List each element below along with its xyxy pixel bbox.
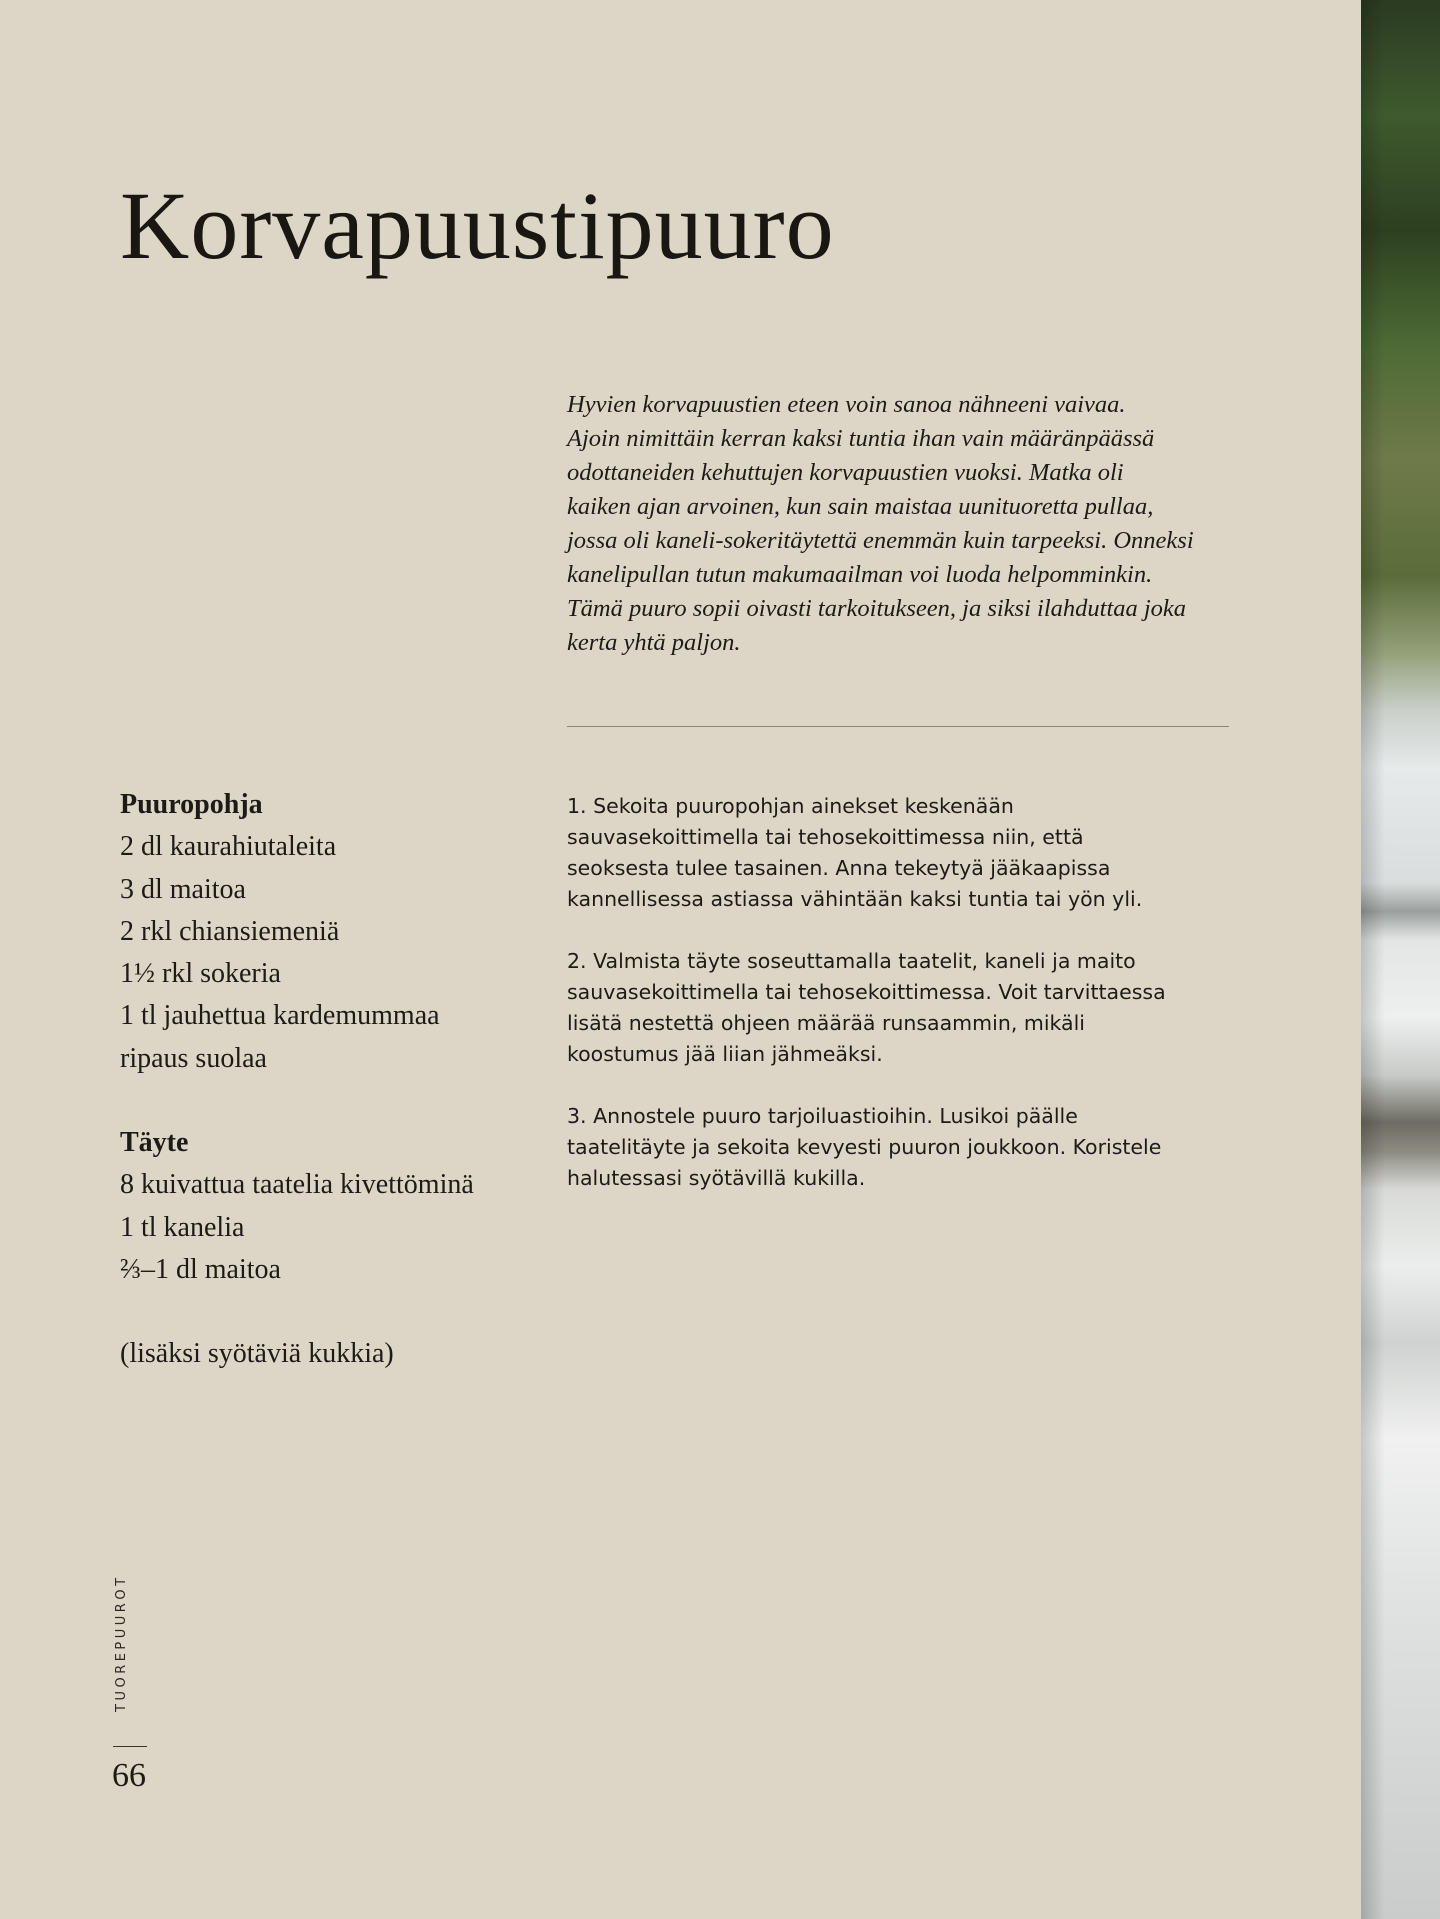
ingredient-item: 3 dl maitoa xyxy=(120,873,246,905)
ingredient-item: 8 kuivattua taatelia kivettöminä xyxy=(120,1169,474,1201)
method-step xyxy=(567,791,1257,915)
ingredients-heading-base: Puuropohja xyxy=(120,789,263,820)
ingredients-list xyxy=(120,784,560,1376)
step-line: lisätä nestettä ohjeen määrää runsaammin, mikäli xyxy=(567,1011,1085,1035)
intro-line: jossa oli kaneli-sokeritäytettä enemmän kuin tarpeeksi. Onneksi xyxy=(567,527,1194,554)
step-line: 2. Valmista täyte soseuttamalla taatelit, kaneli ja maito xyxy=(567,949,1136,973)
spacer xyxy=(120,1291,560,1333)
step-line: taatelitäyte ja sekoita kevyesti puuron joukkoon. Koristele xyxy=(567,1135,1162,1159)
footer-rule xyxy=(113,1746,147,1747)
step-line: koostumus jää liian jähmeäksi. xyxy=(567,1042,883,1066)
food-photo-edge xyxy=(1361,0,1440,1919)
intro-line: kerta yhtä paljon. xyxy=(567,629,741,656)
method-step xyxy=(567,1101,1257,1194)
ingredient-item: 1 tl kanelia xyxy=(120,1211,245,1243)
ingredient-item: 1½ rkl sokeria xyxy=(120,958,281,990)
step-line: sauvasekoittimella tai tehosekoittimessa. Voit tarvittaessa xyxy=(567,980,1166,1004)
intro-line: Ajoin nimittäin kerran kaksi tuntia ihan vain määränpäässä xyxy=(567,425,1155,452)
ingredient-item: ⅔–1 dl maitoa xyxy=(120,1253,281,1285)
ingredient-extra: (lisäksi syötäviä kukkia) xyxy=(120,1338,394,1370)
ingredient-item: 2 rkl chiansiemeniä xyxy=(120,915,340,947)
step-line: halutessasi syötävillä kukilla. xyxy=(567,1166,866,1190)
section-divider xyxy=(567,726,1229,727)
step-line: 1. Sekoita puuropohjan ainekset keskenään xyxy=(567,794,1014,818)
spacer xyxy=(120,1080,560,1122)
method-step xyxy=(567,946,1257,1070)
ingredient-item: 1 tl jauhettua kardemummaa xyxy=(120,1000,440,1032)
step-line: kannellisessa astiassa vähintään kaksi tuntia tai yön yli. xyxy=(567,887,1143,911)
ingredient-item: 2 dl kaurahiutaleita xyxy=(120,831,337,863)
intro-line: kanelipullan tutun makumaailman voi luoda helpomminkin. xyxy=(567,561,1153,588)
section-label: TUOREPUUROT xyxy=(114,1574,129,1712)
intro-line: Hyvien korvapuustien eteen voin sanoa nähneeni vaivaa. xyxy=(567,391,1126,418)
step-line: 3. Annostele puuro tarjoiluastioihin. Lusikoi päälle xyxy=(567,1104,1078,1128)
intro-line: odottaneiden kehuttujen korvapuustien vuoksi. Matka oli xyxy=(567,459,1124,486)
intro-paragraph xyxy=(567,388,1235,660)
page-title: Korvapuustipuuro xyxy=(120,172,835,279)
ingredients-heading-filling: Täyte xyxy=(120,1127,189,1159)
ingredient-item: ripaus suolaa xyxy=(120,1042,267,1074)
method-steps xyxy=(567,791,1257,1225)
step-line: sauvasekoittimella tai tehosekoittimessa niin, että xyxy=(567,825,1084,849)
intro-line: kaiken ajan arvoinen, kun sain maistaa uunituoretta pullaa, xyxy=(567,493,1154,520)
intro-line: Tämä puuro sopii oivasti tarkoitukseen, ja siksi ilahduttaa joka xyxy=(567,595,1187,622)
step-line: seoksesta tulee tasainen. Anna tekeytyä jääkaapissa xyxy=(567,856,1111,880)
page-number: 66 xyxy=(112,1757,146,1794)
